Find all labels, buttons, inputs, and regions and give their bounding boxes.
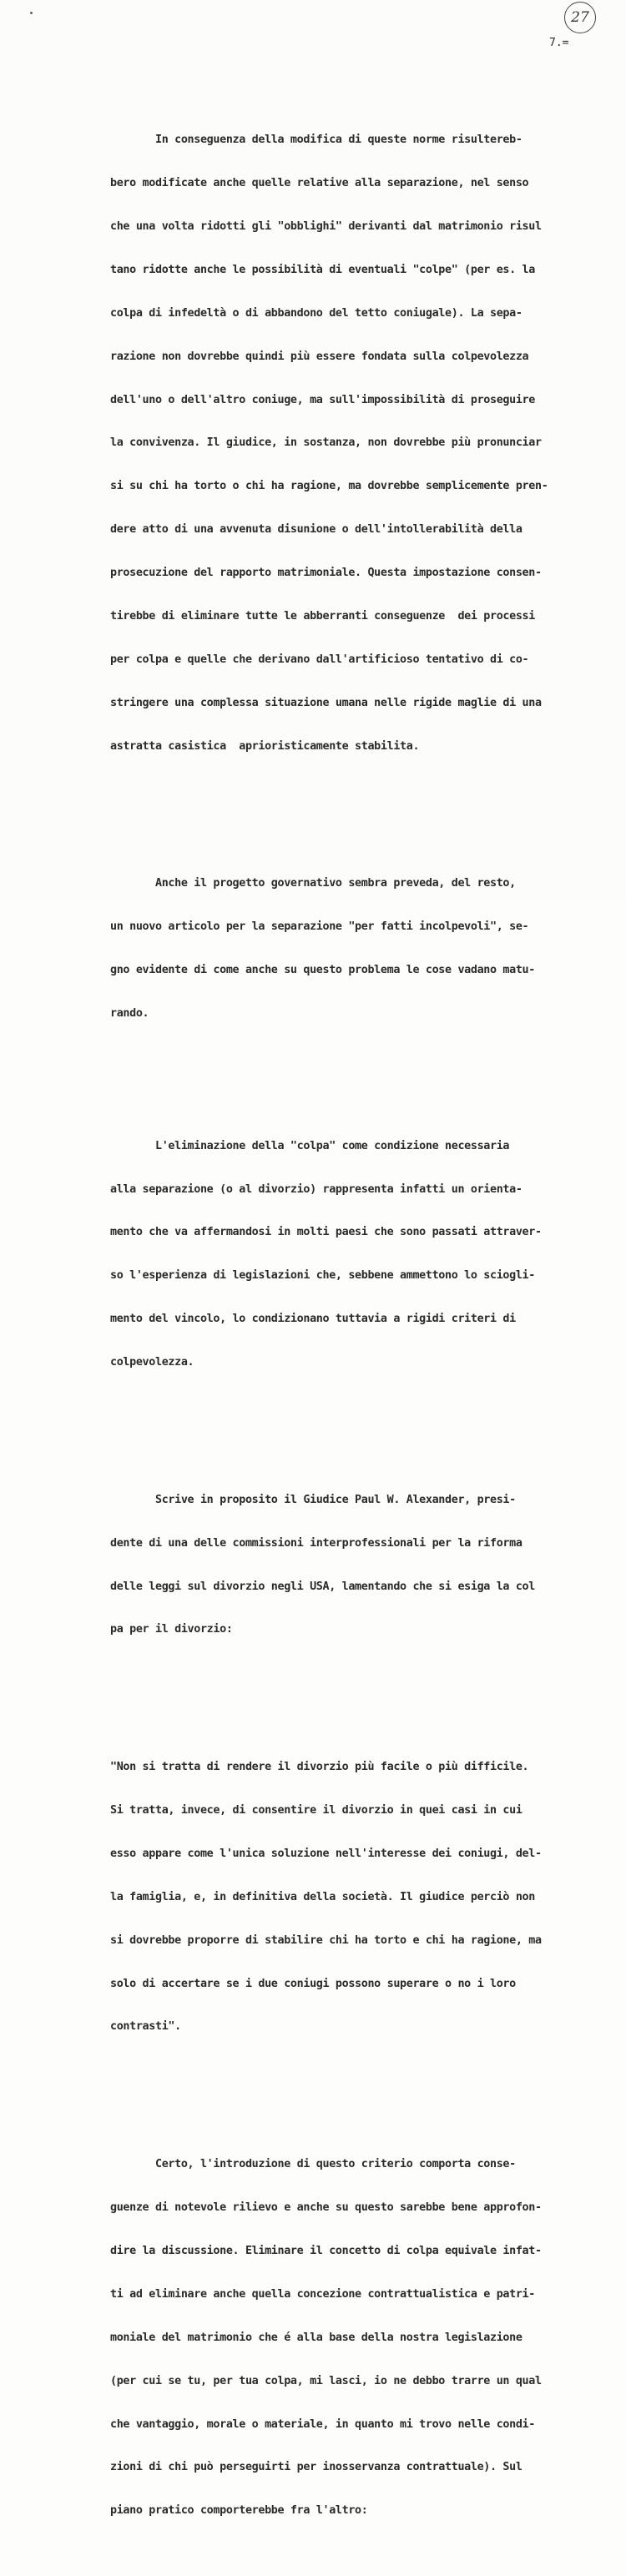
paragraph-2 [110, 848, 603, 1050]
text-line: si dovrebbe proporre di stabilire chi ha torto e chi ha ragione, ma [110, 1933, 542, 1947]
text-line: zioni di chi può perseguirti per inosservanza contrattuale). Sul [110, 2461, 523, 2474]
text-line: Anche il progetto governativo sembra preveda, del resto, [110, 877, 516, 890]
paragraph-6 [110, 2129, 603, 2548]
text-line: stringere una complessa situazione umana nelle rigide maglie di una [110, 696, 542, 709]
text-line: la convivenza. Il giudice, in sostanza, non dovrebbe più pronunciar [110, 436, 542, 450]
paragraph-3 [110, 1110, 603, 1399]
text-line: (per cui se tu, per tua colpa, mi lasci, io ne debbo trarre un qual [110, 2374, 542, 2387]
text-line: si su chi ha torto o chi ha ragione, ma dovrebbe semplicemente pren- [110, 480, 548, 493]
paragraph-1 [110, 104, 603, 783]
text-line: dell'uno o dell'altro coniuge, ma sull'impossibilità di proseguire [110, 393, 535, 406]
text-line: colpa di infedeltà o di abbandono del tetto coniugale). La sepa- [110, 306, 523, 320]
paragraph-4 [110, 1464, 603, 1666]
text-line: per colpa e quelle che derivano dall'artificioso tentativo di co- [110, 653, 529, 666]
text-line: so l'esperienza di legislazioni che, sebbene ammettono lo sciogli- [110, 1269, 535, 1283]
text-line: Si tratta, invece, di consentire il divorzio in quei casi in cui [110, 1804, 523, 1817]
ink-dot [30, 12, 33, 14]
text-line: bero modificate anche quelle relative alla separazione, nel senso [110, 177, 529, 190]
text-line: rando. [110, 1007, 149, 1020]
text-line: un nuovo articolo per la separazione "per fatti incolpevoli", se- [110, 920, 529, 934]
body-text [110, 75, 603, 2576]
text-line: tirebbe di eliminare tutte le abberranti conseguenze dei processi [110, 609, 535, 623]
text-line: colpevolezza. [110, 1356, 194, 1369]
text-line: che una volta ridotti gli "obblighi" derivanti dal matrimonio risul [110, 219, 542, 233]
text-line: prosecuzione del rapporto matrimoniale. Questa impostazione consen- [110, 567, 542, 580]
text-line: Certo, l'introduzione di questo criterio comporta conse- [110, 2158, 516, 2171]
text-line: che vantaggio, morale o materiale, in quanto mi trovo nelle condi- [110, 2417, 535, 2431]
text-line: mento del vincolo, lo condizionano tuttavia a rigidi criteri di [110, 1313, 516, 1326]
text-line: Scrive in proposito il Giudice Paul W. Alexander, presi- [110, 1493, 516, 1506]
text-line: "Non si tratta di rendere il divorzio più facile o più difficile. [110, 1761, 529, 1774]
quotation [110, 1732, 603, 2064]
text-line: dente di una delle commissioni interprofessionali per la riforma [110, 1536, 523, 1550]
text-line: mento che va affermandosi in molti paesi che sono passati attraver- [110, 1226, 542, 1239]
archive-stamp: 27 [564, 2, 596, 33]
text-line: guenze di notevole rilievo e anche su questo sarebbe bene approfon- [110, 2201, 542, 2215]
text-line: ti ad eliminare anche quella concezione contrattualistica e patri- [110, 2287, 535, 2301]
text-line: alla separazione (o al divorzio) rappresenta infatti un orienta- [110, 1182, 523, 1196]
text-line: la famiglia, e, in definitiva della società. Il giudice perciò non [110, 1890, 535, 1903]
text-line: pa per il divorzio: [110, 1623, 233, 1636]
text-line: esso appare come l'unica soluzione nell'interesse dei coniugi, del- [110, 1847, 542, 1860]
text-line: contrasti". [110, 2020, 181, 2034]
page-number: 7.= [549, 37, 569, 49]
text-line: In conseguenza della modifica di queste norme risultereb- [110, 134, 523, 147]
text-line: solo di accertare se i due coniugi possono superare o no i loro [110, 1977, 516, 1990]
text-line: L'eliminazione della "colpa" come condizione necessaria [110, 1139, 510, 1152]
text-line: dire la discussione. Eliminare il concetto di colpa equivale infat- [110, 2244, 542, 2257]
text-line: delle leggi sul divorzio negli USA, lamentando che si esiga la col [110, 1580, 535, 1593]
text-line: moniale del matrimonio che é alla base della nostra legislazione [110, 2331, 523, 2344]
text-line: razione non dovrebbe quindi più essere fondata sulla colpevolezza [110, 350, 529, 363]
text-line: astratta casistica aprioristicamente stabilita. [110, 739, 420, 753]
text-line: tano ridotte anche le possibilità di eventuali "colpe" (per es. la [110, 263, 535, 276]
text-line: piano pratico comporterebbe fra l'altro: [110, 2504, 368, 2518]
text-line: dere atto di una avvenuta disunione o dell'intollerabilità della [110, 523, 523, 537]
text-line: gno evidente di come anche su questo problema le cose vadano matu- [110, 964, 535, 977]
